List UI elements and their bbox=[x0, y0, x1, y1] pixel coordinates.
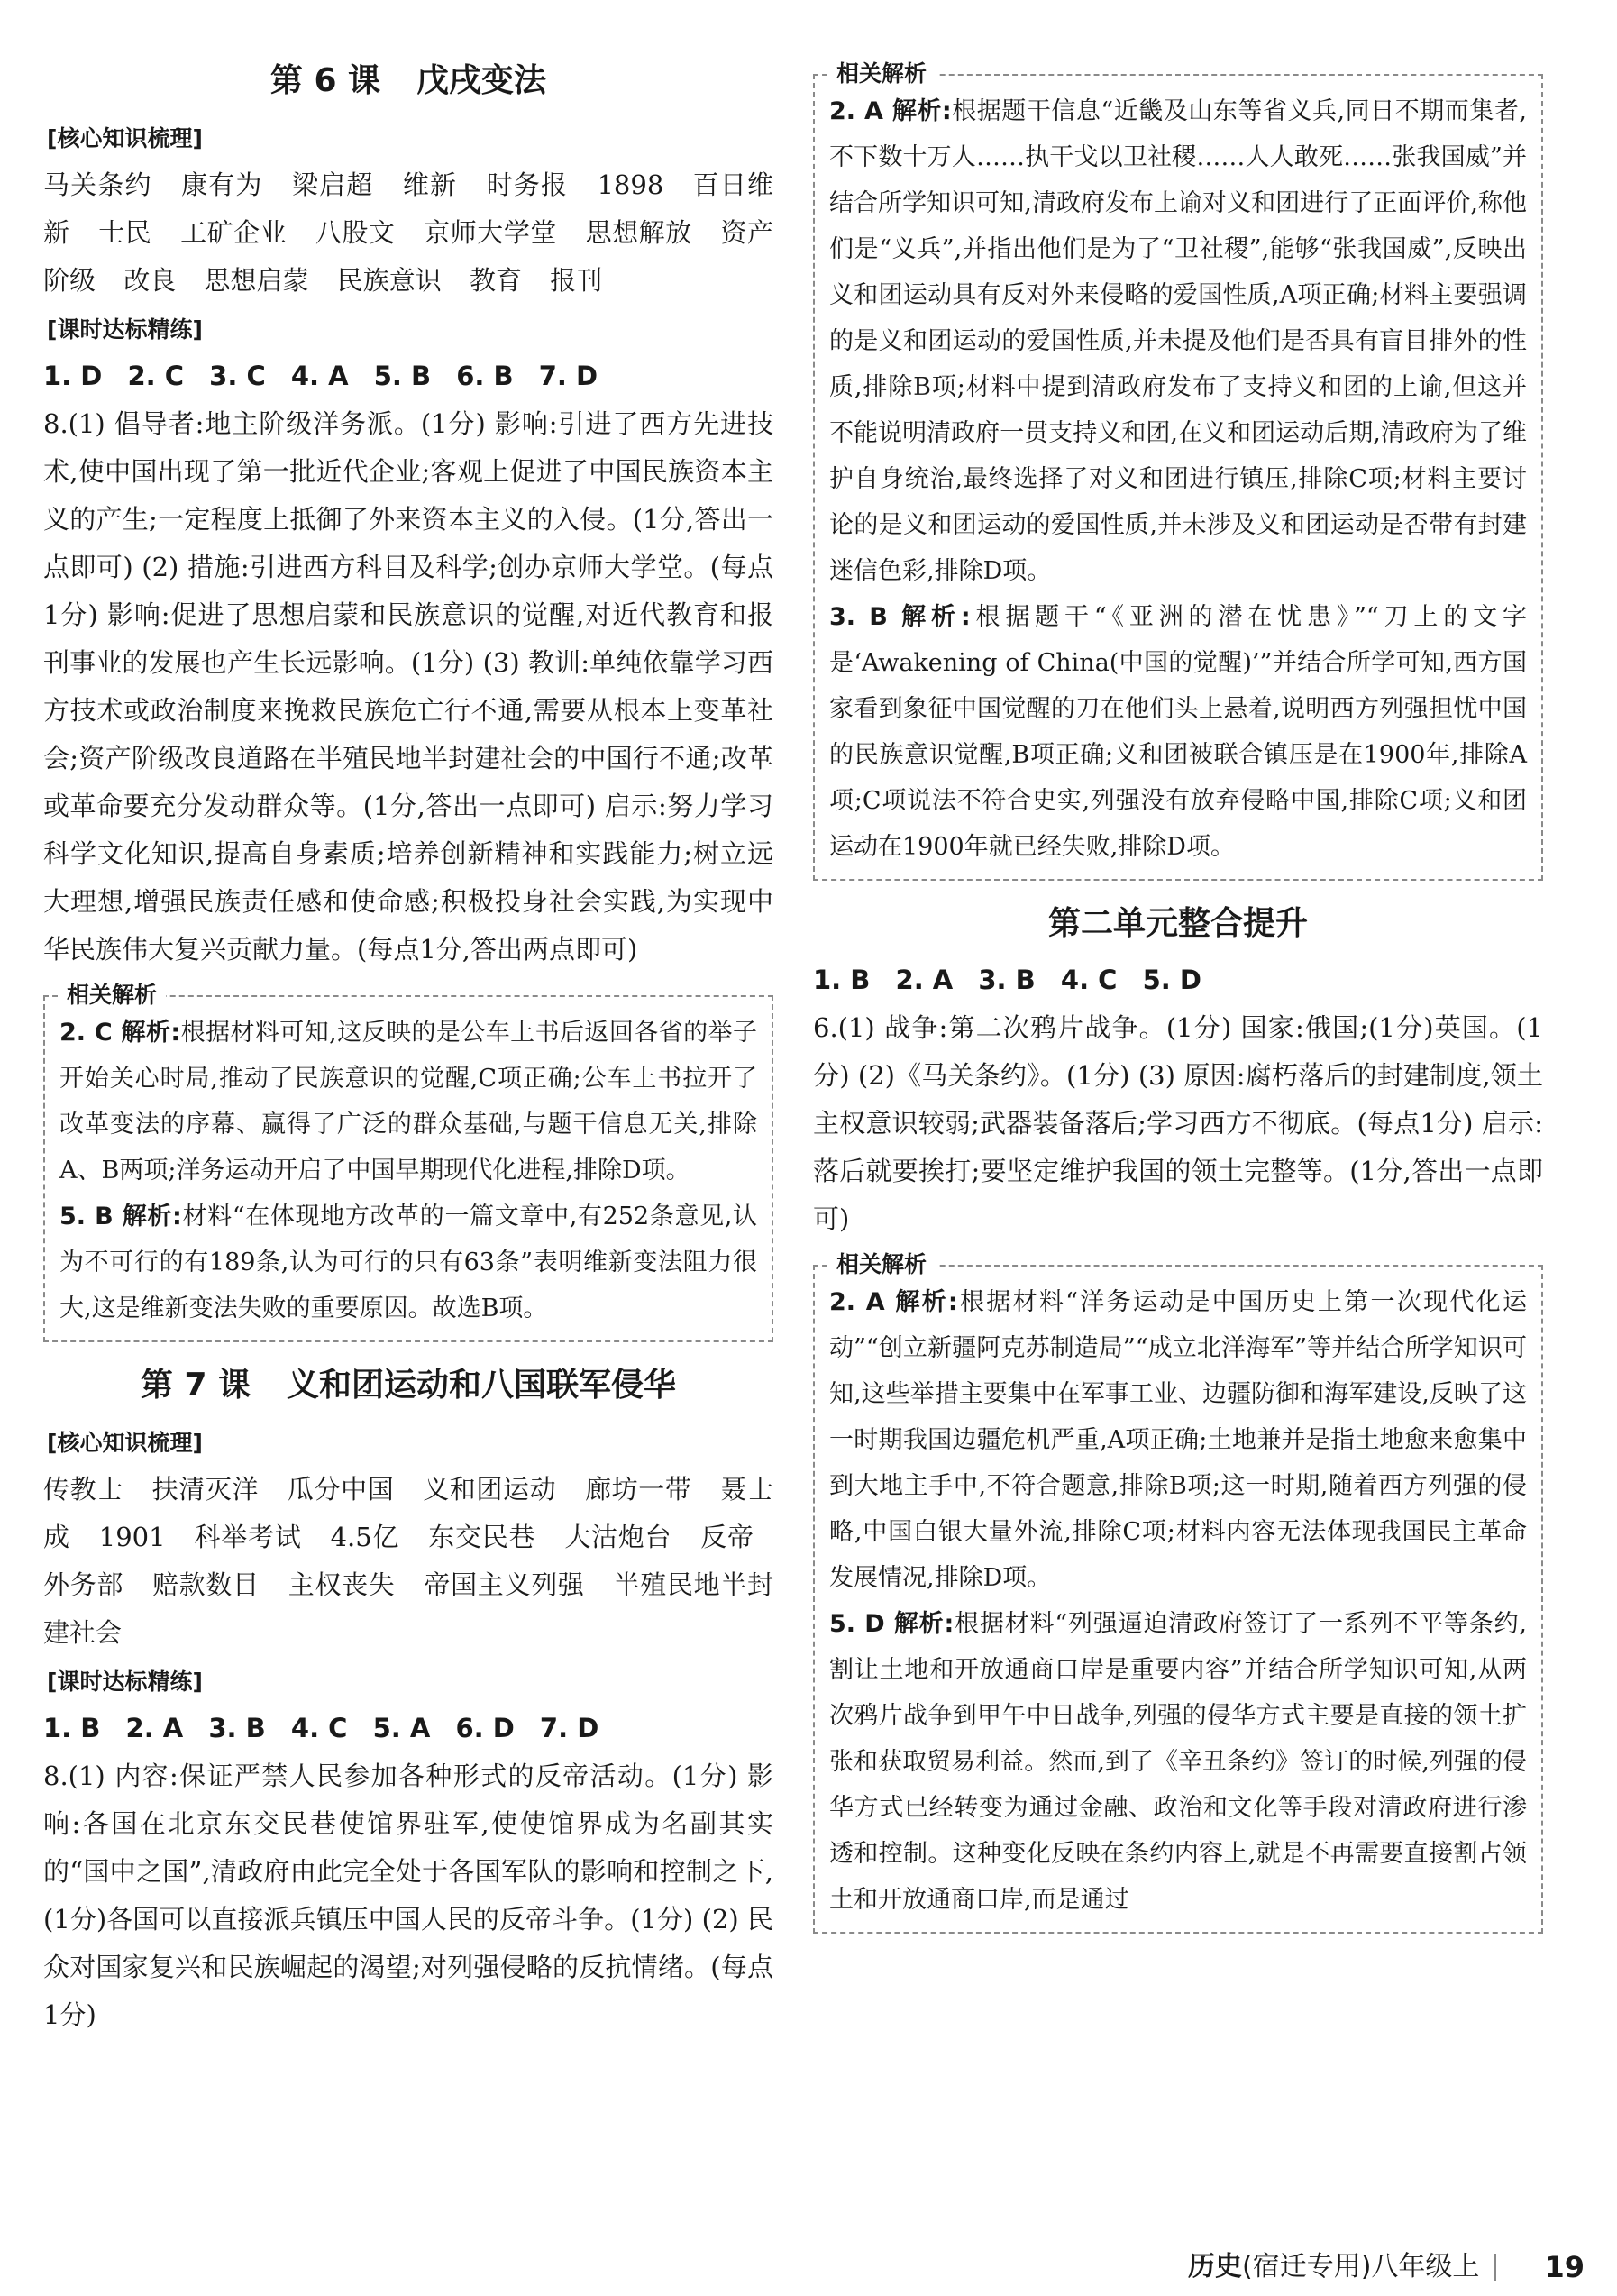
keyword: 时务报 bbox=[486, 169, 569, 200]
answer: 5. B bbox=[373, 361, 432, 391]
lesson6-analysis-title: 相关解析 bbox=[58, 977, 166, 1013]
keyword: 梁启超 bbox=[291, 169, 374, 200]
lesson6-practice-tag: [ 课时达标精练 ] bbox=[43, 313, 206, 347]
footer-subject: 历史 bbox=[1188, 2251, 1242, 2282]
lesson6-analysis-list bbox=[59, 1010, 757, 1331]
lesson6-answers bbox=[43, 352, 773, 400]
keyword: 马关条约 bbox=[43, 169, 152, 200]
answer: 6. B bbox=[456, 361, 514, 391]
left-column bbox=[43, 54, 773, 2039]
analysis-head: 5. B bbox=[59, 1203, 123, 1230]
footer-edition: (宿迁专用) bbox=[1242, 2251, 1372, 2282]
keyword: 扶清灭洋 bbox=[151, 1474, 260, 1505]
keyword: 改良 bbox=[123, 265, 177, 296]
footer-grade: 八年级上 bbox=[1371, 2251, 1480, 2282]
answer: 6. D bbox=[455, 1713, 515, 1743]
keyword: 半殖民地半封建社会 bbox=[43, 1569, 773, 1648]
answer: 1. D bbox=[43, 361, 103, 391]
unit2-title: 第二单元整合提升 bbox=[1047, 905, 1308, 942]
keyword: 思想解放 bbox=[585, 217, 692, 248]
keyword: 报刊 bbox=[550, 265, 603, 296]
lesson6-title: 第 6 课 戊戌变法 bbox=[270, 62, 547, 99]
analysis-label: 解析: bbox=[121, 1019, 181, 1047]
answer: 3. B bbox=[208, 1713, 266, 1743]
keyword: 聂士成 bbox=[43, 1474, 773, 1552]
keyword: 大沽炮台 bbox=[564, 1522, 672, 1552]
keyword: 资产阶级 bbox=[43, 217, 773, 296]
keyword: 瓜分中国 bbox=[287, 1474, 395, 1505]
unit2-analysis-title: 相关解析 bbox=[827, 1247, 936, 1283]
right-column bbox=[813, 54, 1543, 1950]
unit2-answers bbox=[813, 956, 1543, 1004]
answer: 2. A bbox=[125, 1713, 184, 1743]
lesson7-practice-tag: [ 课时达标精练 ] bbox=[43, 1665, 206, 1699]
keyword: 思想启蒙 bbox=[204, 265, 309, 296]
analysis-item bbox=[829, 1279, 1527, 1601]
analysis-item bbox=[829, 594, 1527, 870]
analysis-head: 2. A bbox=[829, 1288, 896, 1316]
answer: 7. D bbox=[538, 361, 598, 391]
keyword: 1901 bbox=[98, 1522, 166, 1552]
answer: 2. A bbox=[895, 965, 954, 995]
keyword: 民族意识 bbox=[336, 265, 442, 296]
analysis-label: 解析: bbox=[901, 603, 971, 631]
lesson7-keywords bbox=[43, 1466, 773, 1657]
answer: 3. C bbox=[209, 361, 266, 391]
analysis-head: 3. B bbox=[829, 603, 902, 631]
keyword: 外务部 bbox=[43, 1569, 124, 1600]
page-footer bbox=[1188, 2246, 1585, 2288]
keyword: 1898 bbox=[597, 169, 664, 200]
analysis-label: 解析: bbox=[122, 1203, 182, 1230]
keyword: 主权丧失 bbox=[288, 1569, 396, 1600]
unit2-analysis-box bbox=[813, 1251, 1543, 1934]
analysis-label: 解析: bbox=[891, 97, 952, 125]
keyword: 帝国主义列强 bbox=[424, 1569, 585, 1600]
answer: 5. A bbox=[372, 1713, 431, 1743]
keyword: 科举考试 bbox=[194, 1522, 302, 1552]
keyword: 赔款数目 bbox=[152, 1569, 260, 1600]
lesson6-q8: 8.(1) 倡导者:地主阶级洋务派。(1分) 影响:引进了西方先进技术,使中国出现了第一批近代企业;客观上促进了中国民族资本主义的产生;一定程度上抵御了外来资本主义的入侵。(1分,答出一点即可) (2) 措施:引进西方科目及科学;创办京师大学堂。(每点1分) 影响:促进了思想启蒙和民族意识的觉醒,对近代教育和报刊事业的发展也产生长远影响。(1分) (3) 教训:单纯依靠学习西方技术或政治制度来挽救民族危亡行不通,需要从根本上变革社会;资产阶级改良道路在半殖民地半封建社会的中国行不通;改革或革命要充分发动群众等。(1分,答出一点即可) 启示:努力学习科学文化知识,提高自身素质;培养创新精神和实践能力;树立远大理想,增强民族责任感和使命感;积极投身社会实践,为实现中华民族伟大复兴贡献力量。(每点1分,答出两点即可) bbox=[43, 408, 773, 965]
analysis-text: 根据材料“洋务运动是中国历史上第一次现代化运动”“创立新疆阿克苏制造局”“成立北洋海军”等并结合所学知识可知,这些举措主要集中在军事工业、边疆防御和海军建设,反映了这一时期我国边疆危机严重,A项正确;土地兼并是指土地愈来愈集中到大地主手中,不符合题意,排除B项;这一时期,随着西方列强的侵略,中国白银大量外流,排除C项;材料内容无法体现我国民主革命发展情况,排除D项。 bbox=[829, 1288, 1527, 1592]
keyword: 京师大学堂 bbox=[424, 217, 557, 248]
analysis-text: 材料“在体现地方改革的一篇文章中,有252条意见,认为不可行的有189条,认为可行的只有63条”表明维新变法阻力很大,这是维新变法失败的重要原因。故选B项。 bbox=[59, 1203, 757, 1322]
right-analysis-list bbox=[829, 88, 1527, 870]
analysis-label: 解析: bbox=[895, 1288, 958, 1316]
right-analysis-box bbox=[813, 60, 1543, 881]
unit2-q6: 6.(1) 战争:第二次鸦片战争。(1分) 国家:俄国;(1分)英国。(1分) (2)《马关条约》。(1分) (3) 原因:腐朽落后的封建制度,领土主权意识较弱;武器装备落后;学习西方不彻底。(每点1分) 启示:落后就要挨打;要坚定维护我国的领土完整等。(1分,答出一点即可) bbox=[813, 1012, 1543, 1234]
keyword: 东交民巷 bbox=[428, 1522, 536, 1552]
analysis-item bbox=[59, 1194, 757, 1331]
lesson7-core-tag: [ 核心知识梳理 ] bbox=[43, 1426, 206, 1460]
lesson7-answers bbox=[43, 1705, 773, 1752]
analysis-head: 2. C bbox=[59, 1019, 122, 1047]
page-number: 19 bbox=[1544, 2250, 1585, 2284]
answer: 3. B bbox=[978, 965, 1036, 995]
analysis-text: 根据题干“《亚洲的潜在忧患》”“刀上的文字是‘Awakening of China(中国的觉醒)’”并结合所学可知,西方国家看到象征中国觉醒的刀在他们头上悬着,说明西方列强担忧中国的民族意识觉醒,B项正确;义和团被联合镇压是在1900年,排除A项;C项说法不符合史实,列强没有放弃侵略中国,排除C项;义和团运动在1900年就已经失败,排除D项。 bbox=[829, 603, 1527, 861]
keyword: 工矿企业 bbox=[180, 217, 288, 248]
keyword: 教育 bbox=[469, 265, 522, 296]
keyword: 八股文 bbox=[315, 217, 396, 248]
analysis-head: 2. A bbox=[829, 97, 892, 125]
unit2-analysis-list bbox=[829, 1279, 1527, 1923]
lesson6-keywords bbox=[43, 161, 773, 305]
answer: 1. B bbox=[43, 1713, 101, 1743]
keyword: 反帝 bbox=[700, 1522, 754, 1552]
answer: 4. C bbox=[1060, 965, 1118, 995]
keyword: 义和团运动 bbox=[423, 1474, 557, 1505]
answer: 4. A bbox=[290, 361, 349, 391]
lesson6-analysis-box bbox=[43, 982, 773, 1342]
right-analysis-title: 相关解析 bbox=[827, 56, 936, 92]
analysis-text: 根据材料“列强逼迫清政府签订了一系列不平等条约,割让土地和开放通商口岸是重要内容”并结合所学知识可知,从两次鸦片战争到甲午中日战争,列强的侵华方式主要是直接的领土扩张和获取贸易利益。然而,到了《辛丑条约》签订的时候,列强的侵华方式已经转变为通过金融、政治和文化等手段对清政府进行渗透和控制。这种变化反映在条约内容上,就是不再需要直接割占领土和开放通商口岸,而是通过 bbox=[829, 1610, 1527, 1914]
keyword: 维新 bbox=[402, 169, 458, 200]
footer-divider bbox=[1494, 2254, 1496, 2281]
answer: 4. C bbox=[290, 1713, 348, 1743]
keyword: 廊坊一带 bbox=[585, 1474, 692, 1505]
answer: 5. D bbox=[1142, 965, 1201, 995]
keyword: 传教士 bbox=[43, 1474, 123, 1505]
answer: 2. C bbox=[127, 361, 185, 391]
analysis-head: 5. D bbox=[829, 1610, 894, 1638]
lesson7-q8: 8.(1) 内容:保证严禁人民参加各种形式的反帝活动。(1分) 影响:各国在北京东交民巷使馆界驻军,使使馆界成为名副其实的“国中之国”,清政府由此完全处于各国军队的影响和控制之下,(1分)各国可以直接派兵镇压中国人民的反帝斗争。(1分) (2) 民众对国家复兴和民族崛起的渴望;对列强侵略的反抗情绪。(每点1分) bbox=[43, 1761, 773, 2030]
answer: 7. D bbox=[539, 1713, 599, 1743]
analysis-text: 根据题干信息“近畿及山东等省义兵,同日不期而集者,不下数十万人……执干戈以卫社稷……人人敢死……张我国威”并结合所学知识可知,清政府发布上谕对义和团进行了正面评价,称他们是“义兵”,并指出他们是为了“卫社稷”,能够“张我国威”,反映出义和团运动具有反对外来侵略的爱国性质,A项正确;材料主要强调的是义和团运动的爱国性质,并未提及他们是否具有盲目排外的性质,排除B项;材料中提到清政府发布了支持义和团的上谕,但这并不能说明清政府一贯支持义和团,在义和团运动后期,清政府为了维护自身统治,最终选择了对义和团进行镇压,排除C项;材料主要讨论的是义和团运动的爱国性质,并未涉及义和团运动是否带有封建迷信色彩,排除D项。 bbox=[829, 97, 1527, 585]
analysis-label: 解析: bbox=[893, 1610, 955, 1638]
lesson7-title: 第 7 课 义和团运动和八国联军侵华 bbox=[140, 1367, 677, 1404]
keyword: 百日维新 bbox=[43, 169, 774, 248]
analysis-item bbox=[829, 1601, 1527, 1923]
keyword: 康有为 bbox=[181, 169, 263, 200]
answer: 1. B bbox=[813, 965, 871, 995]
analysis-item bbox=[829, 88, 1527, 594]
analysis-item bbox=[59, 1010, 757, 1194]
analysis-text: 根据材料可知,这反映的是公车上书后返回各省的举子开始关心时局,推动了民族意识的觉醒,C项正确;公车上书拉开了改革变法的序幕、赢得了广泛的群众基础,与题干信息无关,排除A、B两项;洋务运动开启了中国早期现代化进程,排除D项。 bbox=[59, 1019, 757, 1185]
lesson6-core-tag: [ 核心知识梳理 ] bbox=[43, 122, 206, 156]
keyword: 士民 bbox=[98, 217, 152, 248]
keyword: 4.5亿 bbox=[330, 1522, 400, 1552]
